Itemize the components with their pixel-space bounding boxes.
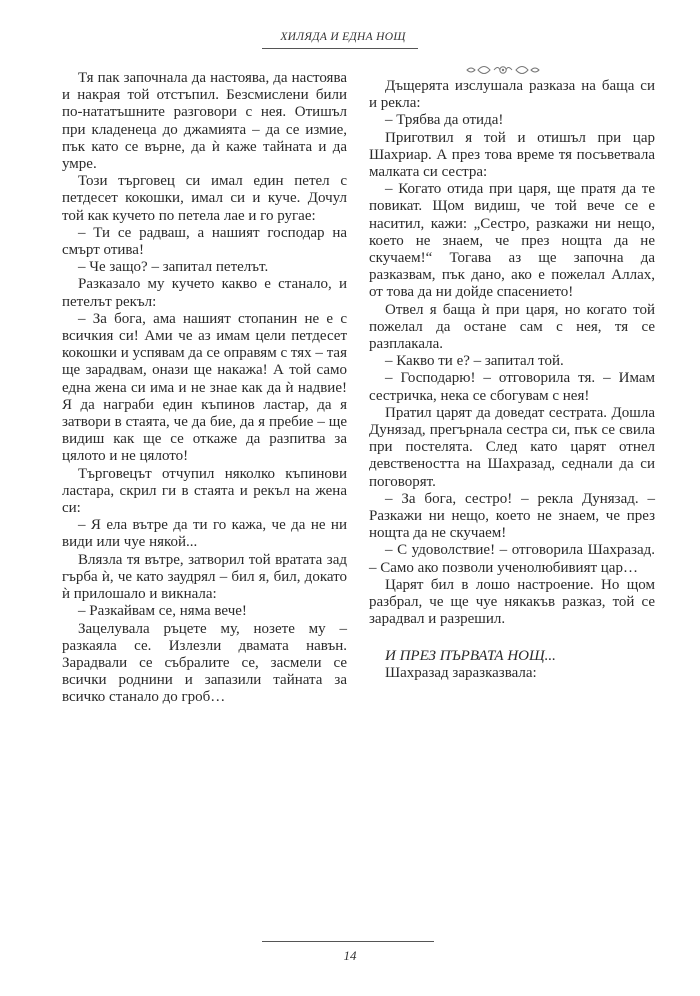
paragraph: – За бога, сестро! – рекла Дунязад. – Разкажи ни нещо, което не знаем, че през нощта да не скучаем! (369, 490, 655, 542)
left-column (62, 70, 347, 707)
section-heading: И ПРЕЗ ПЪРВАТА НОЩ... (385, 647, 556, 664)
footer-rule (262, 941, 434, 942)
paragraph: – За бога, ама нашият стопанин не е с всичкия си! Ами че аз имам цели петдесет кокошки и успявам да се оправям с тях – тая ще зарадвам, онази ще накажа! А той само една жена си има и не знае как да ѝ надвие! Я да награби един къпинов ластар, да я затвори в стаята, че да бие, да я пребие – ще видиш как ще се откаже да разпитва за цялото и не цялото! (62, 310, 347, 465)
floral-ornament-icon (458, 60, 548, 80)
paragraph: Царят бил в лошо настроение. Но щом разбрал, че ще чуе някакъв разказ, той се зарадвал и разрешил. (369, 576, 655, 628)
page-number: 14 (343, 948, 357, 963)
paragraph: Отвел я баща ѝ при царя, но когато той пожелал да остане сам с нея, тя се разплакала. (369, 301, 655, 353)
right-column (369, 78, 655, 682)
paragraph: Влязла тя вътре, затворил той вратата зад гърба ѝ, че като заудрял – бил я, бил, докато ѝ прилошало и викнала: (62, 551, 347, 603)
paragraph: – Разкайвам се, няма вече! (78, 603, 247, 620)
paragraph: Шахразад заразказвала: (385, 664, 537, 681)
paragraph: Зацелувала ръцете му, нозете му – разкаяла се. Излезли двамата навън. Зарадвали се събралите се, засмели се всички роднини и запазили тайната за всичко станало до гроб… (62, 620, 347, 706)
paragraph: Пратил царят да доведат сестрата. Дошла Дунязад, прегърнала сестра си, пък се свила при постелята. След като царят отнел девствеността на Шахразад, седнали да си поговорят. (369, 404, 655, 490)
paragraph: Дъщерята изслушала разказа на баща си и рекла: (369, 78, 655, 112)
header-rule (262, 48, 418, 49)
paragraph: Търговецът отчупил няколко къпинови ластара, скрил ги в стаята и рекъл на жена си: (62, 465, 347, 517)
paragraph: – Какво ти е? – запитал той. (385, 353, 564, 370)
running-title: ХИЛЯДА И ЕДНА НОЩ (280, 31, 406, 43)
paragraph: – Че защо? – запитал петелът. (78, 259, 269, 276)
paragraph: – Я ела вътре да ти го кажа, че да не ни види или чуе някой... (62, 517, 347, 551)
paragraph: – С удоволствие! – отговорила Шахразад. – Само ако позволи ученолюбивият цар… (369, 542, 655, 576)
paragraph: – Когато отида при царя, ще пратя да те повикат. Щом видиш, че той вече се е наситил, кажи: „Сестро, разкажи ни нещо, което не знаем, че през нощта да не скучаем!“ Тогава аз ще започна да разказвам, пък дано, ако е пожелал Аллах, от това да ни дойде спасението! (369, 181, 655, 301)
paragraph: Разказало му кучето какво е станало, и петелът рекъл: (62, 276, 347, 310)
paragraph: – Ти се радваш, а нашият господар на смърт отива! (62, 224, 347, 259)
paragraph: Тя пак започнала да настоява, да настоява и накрая той отстъпил. Безсмислени били по-нататъшните разговори с нея. Отишъл при кладенеца до джамията – да се измие, пък като се върне, да ѝ каже тайната и да умре. (62, 70, 347, 173)
paragraph: – Трябва да отида! (385, 112, 504, 129)
paragraph: – Господарю! – отговорила тя. – Имам сестричка, нека се сбогувам с нея! (369, 370, 655, 404)
paragraph: Този търговец си имал един петел с петдесет кокошки, имал си и куче. Дочул той как кучето по петела лае и го ругае: (62, 173, 347, 224)
paragraph: Приготвил я той и отишъл при цар Шахриар. А през това време тя посъветвала малката си сестра: (369, 129, 655, 181)
